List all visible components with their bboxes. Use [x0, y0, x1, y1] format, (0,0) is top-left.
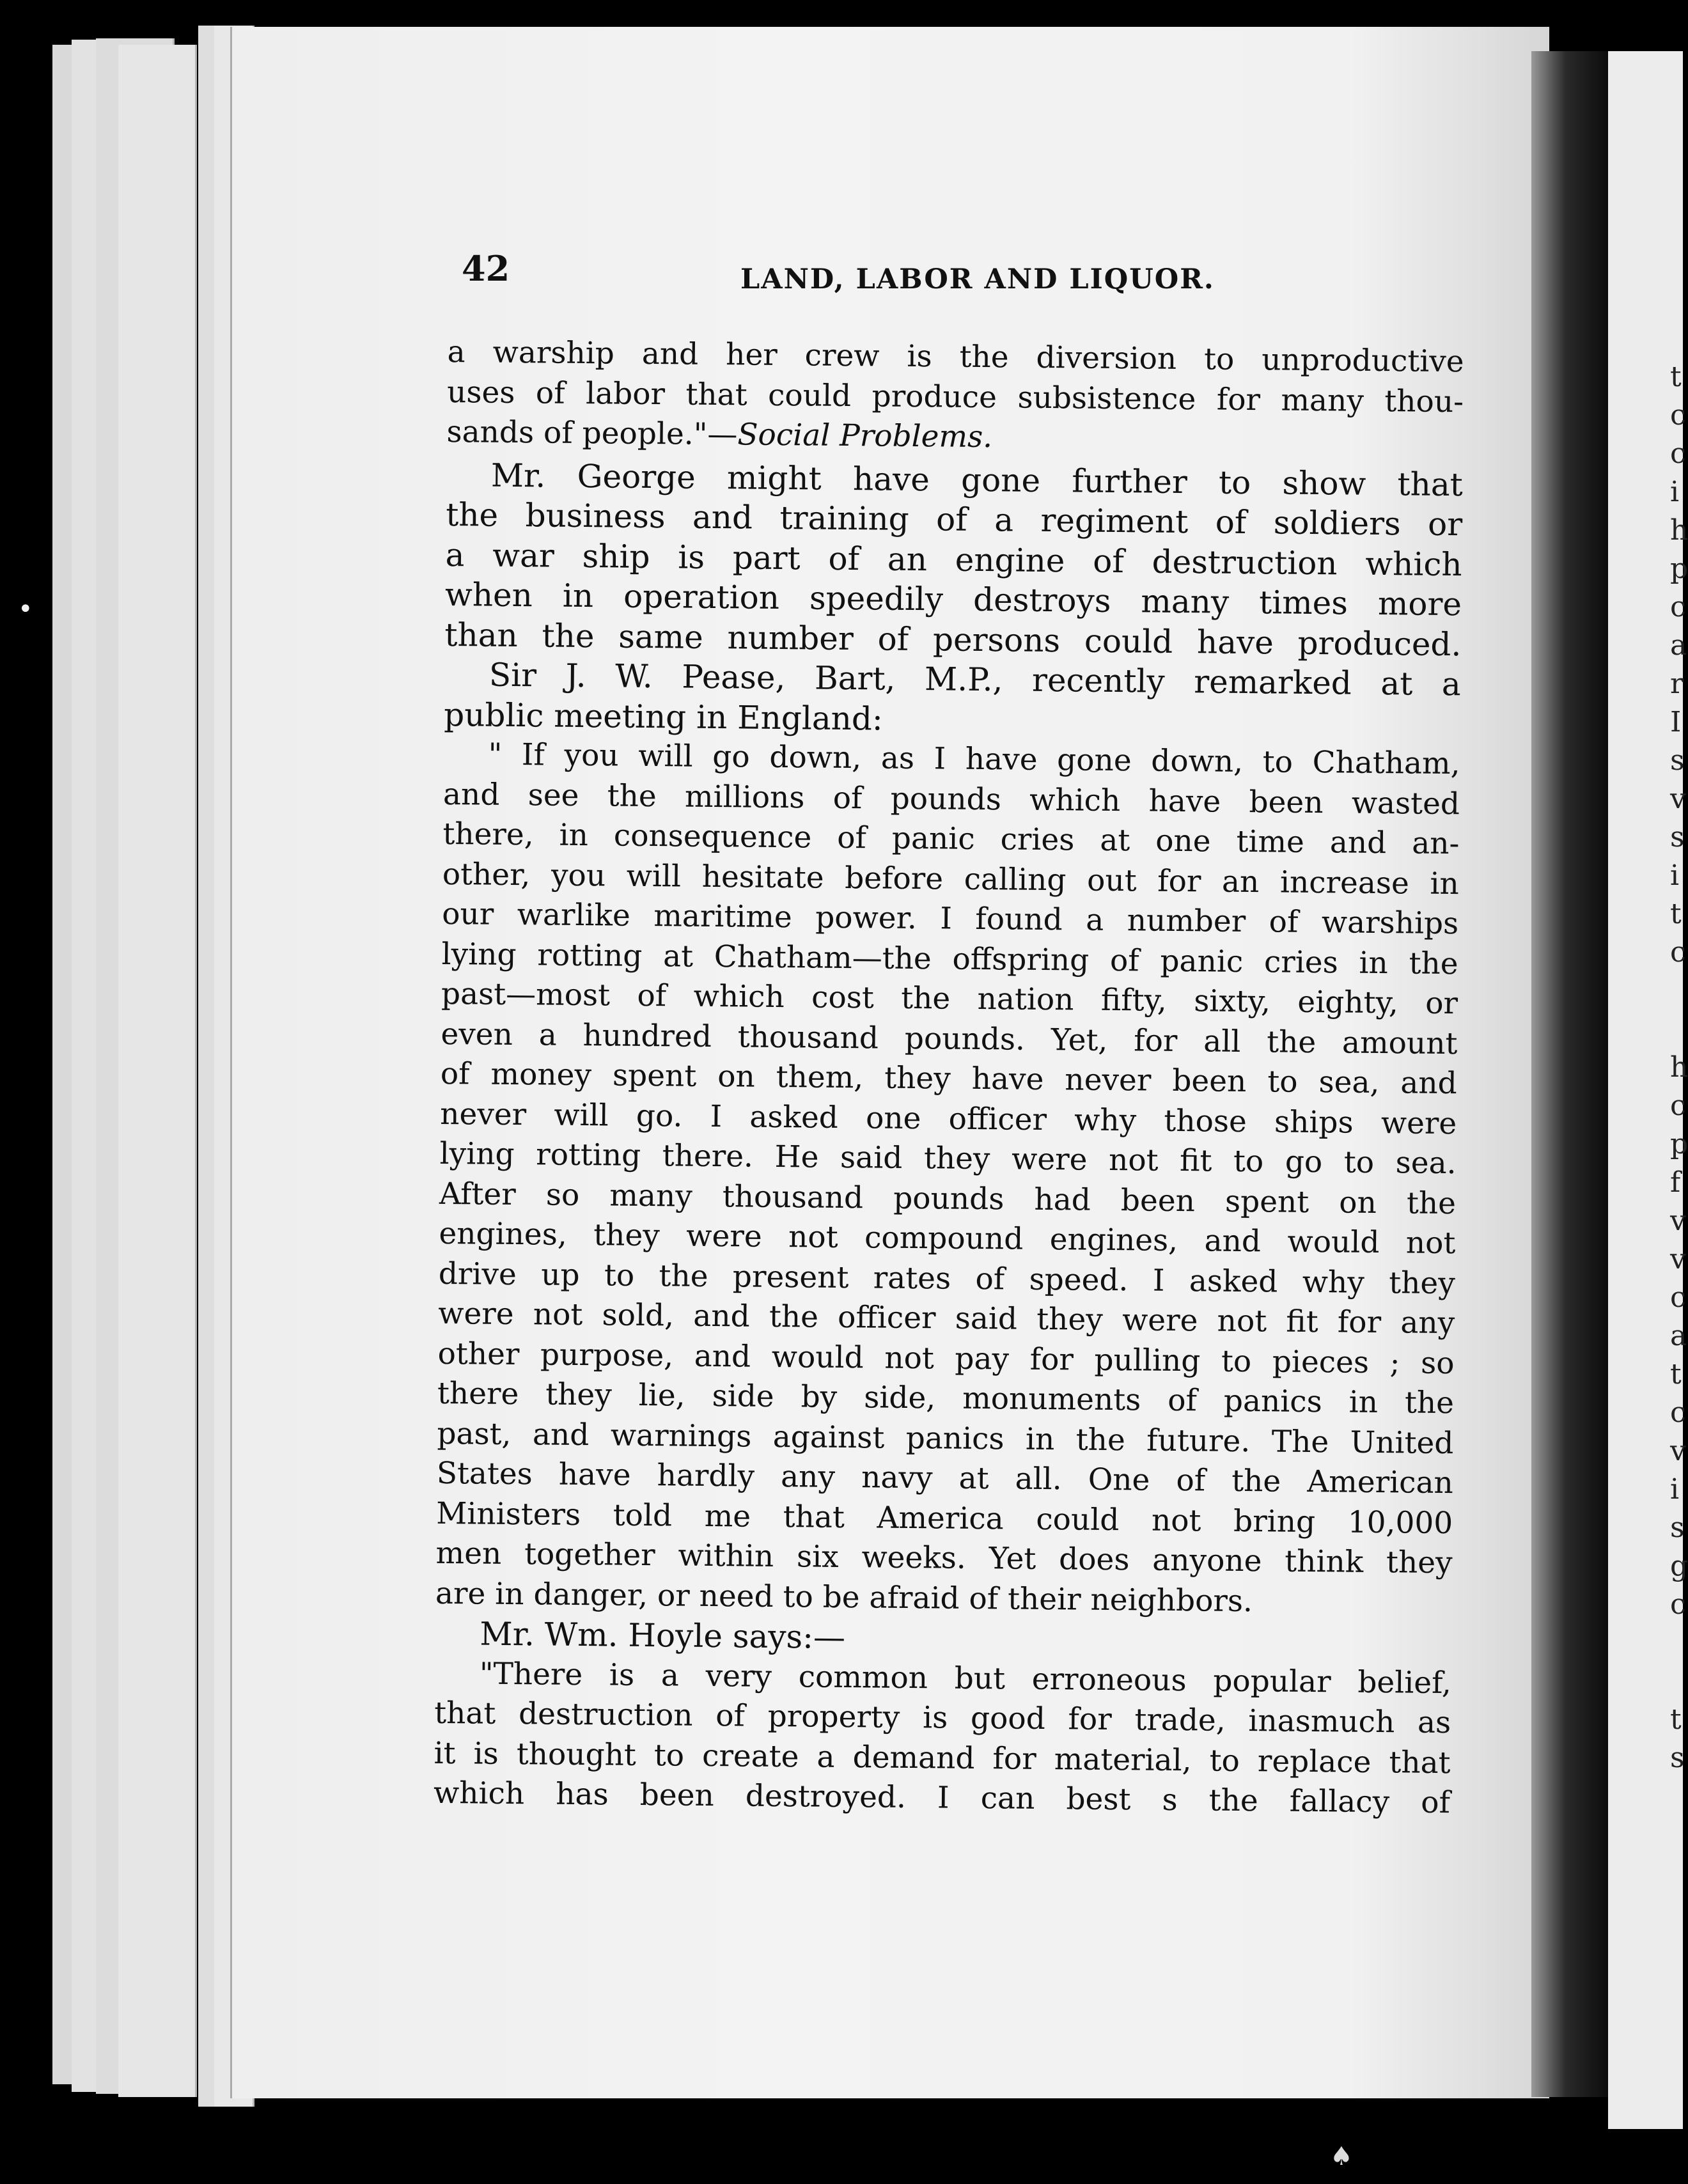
text-line: there they lie, side by side, monuments of panics in the: [437, 1375, 1455, 1421]
text-line: past—most of which cost the nation fifty, sixty, eighty, or: [441, 976, 1458, 1022]
text-line: Sir J. W. Pease, Bart, M.P., recently remarked at a: [488, 656, 1462, 703]
text-line: other purpose, and would not pay for pulling to pieces ; so: [437, 1336, 1455, 1381]
text-line: lying rotting at Chatham—the offspring of panic cries in the: [441, 936, 1458, 981]
scan-speck: •: [18, 595, 33, 624]
page-number: 42: [462, 248, 510, 289]
text-line: it is thought to create a demand for material, to replace that: [434, 1735, 1451, 1781]
text-line: Mr. Wm. Hoyle says:—: [480, 1615, 846, 1657]
text-line-part: sands of people."—: [446, 414, 738, 453]
paragraph-1: [446, 332, 1464, 462]
text-line: men together within six weeks. Yet does anyone think they: [435, 1535, 1453, 1581]
paragraph-2: [444, 455, 1463, 664]
text-line: engines, they were not compound engines, and would not: [439, 1215, 1456, 1261]
text-line: Ministers told me that America could not bring 10,000: [436, 1495, 1453, 1541]
paragraph-6-quote: [434, 1653, 1451, 1823]
text-line: and see the millions of pounds which have been wasted: [442, 776, 1460, 822]
paragraph-3: [444, 655, 1461, 744]
text-line: a warship and her crew is the diversion to unproductive: [447, 334, 1464, 380]
text-line: than the same number of persons could have produced.: [444, 616, 1462, 663]
text-line: After so many thousand pounds had been spent on the: [439, 1176, 1457, 1221]
running-head: LAND, LABOR AND LIQUOR.: [740, 263, 1215, 295]
text-line: when in operation speedily destroys many times more: [444, 575, 1462, 623]
text-line: past, and warnings against panics in the future. The United: [437, 1416, 1454, 1461]
text-line: the business and training of a regiment of soldiers or: [445, 495, 1463, 543]
text-line: are in danger, or need to be afraid of their neighbors.: [435, 1575, 1253, 1619]
text-line: drive up to the present rates of speed. I asked why they: [438, 1256, 1456, 1301]
facing-page-text: t c c i h p c a r I s v s i t c h c p f v v c a t c v i s g c t s: [1670, 361, 1688, 1774]
text-line: Mr. George might have gone further to show that: [490, 456, 1464, 503]
text-line: that destruction of property is good for trade, inasmuch as: [434, 1695, 1451, 1741]
text-line: lying rotting there. He said they were not fit to go to sea.: [439, 1135, 1457, 1182]
text-line: even a hundred thousand pounds. Yet, for all the amount: [441, 1016, 1458, 1061]
text-line: a war ship is part of an engine of destruction which: [445, 536, 1462, 583]
gutter-shadow: [1531, 51, 1608, 2097]
text-line: "There is a very common but erroneous popular belief,: [479, 1656, 1452, 1701]
citation: Social Problems.: [737, 417, 993, 455]
paragraph-4-quote: [435, 735, 1460, 1623]
text-line: never will go. I asked one officer why those ships were: [440, 1096, 1457, 1141]
text-line: " If you will go down, as I have gone down, to Chatham,: [488, 737, 1460, 782]
text-line: other, you will hesitate before calling out for an increase in: [442, 856, 1460, 901]
text-line: there, in consequence of panic cries at one time and an-: [442, 816, 1460, 862]
text-line: States have hardly any navy at all. One of the American: [436, 1455, 1454, 1501]
page-edge: [118, 45, 197, 2097]
text-line: which has been destroyed. I can best s the fallacy of: [433, 1775, 1451, 1821]
text-line: of money spent on them, they have never been to sea, and: [440, 1056, 1458, 1102]
scan-speck: ♠: [1330, 2142, 1353, 2171]
text-line: were not sold, and the officer said they were not fit for any: [438, 1295, 1455, 1341]
text-line: our warlike maritime power. I found a number of warships: [442, 896, 1459, 942]
text-line: uses of labor that could produce subsistence for many thou-: [446, 374, 1464, 419]
body-text: [434, 332, 1464, 1823]
text-line: public meeting in England:: [443, 696, 884, 738]
